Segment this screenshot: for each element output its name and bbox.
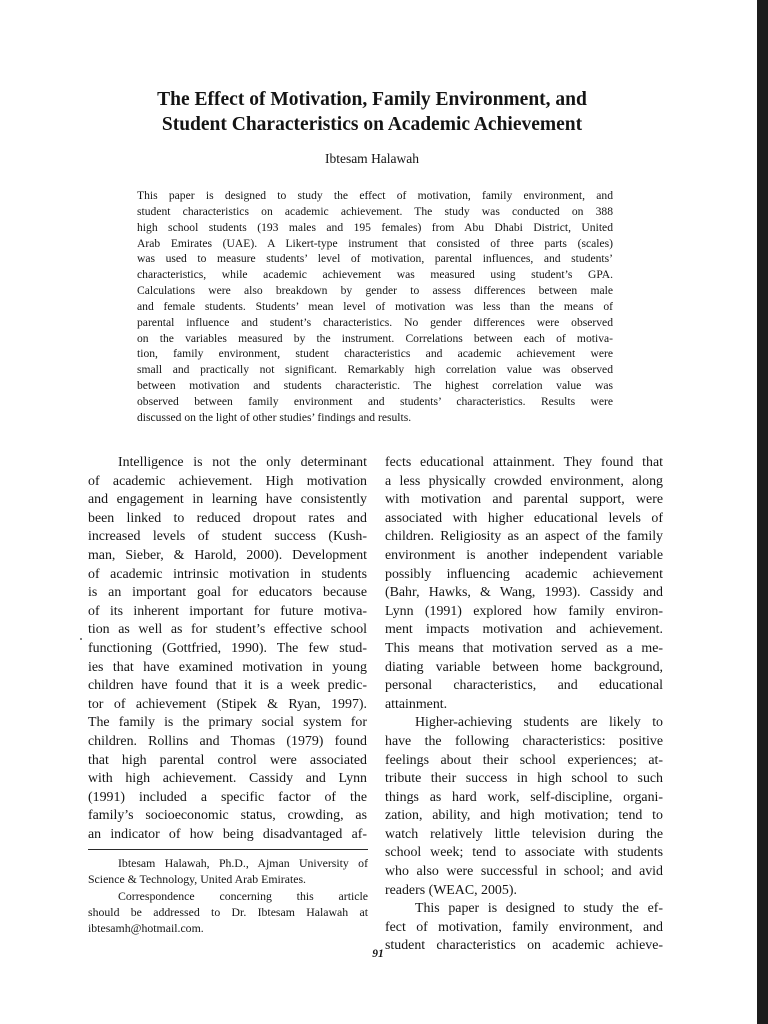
abstract-line: student characteristics on academic achievement. The study was conducted on 388 [137,204,613,218]
body-line: fect of motivation, family environment, and [385,919,663,935]
body-line: of its inherent important for future motiva- [88,603,367,619]
body-line: have the following characteristics: positive [385,733,663,749]
title-line: Student Characteristics on Academic Achievement [161,114,583,135]
abstract-line: Arab Emirates (UAE). A Likert-type instrument that consisted of three parts (scales) [137,236,613,250]
body-line: Lynn (1991) explored how family environ- [385,603,663,619]
body-line: and engagement in learning have consistently [88,492,367,508]
body-line: functioning (Gottfried, 1990). The few stud- [88,640,367,656]
body-line: family’s socioeconomic status, crowding, as [88,808,367,824]
abstract-line: tion, family environment, student characteristics and academic achievement were [137,347,613,361]
footnote-line: ibtesamh@hotmail.com. [88,921,204,936]
author-footnote [88,855,368,936]
body-line: tion as well as for student’s effective school [88,622,367,638]
page-number: 91 [372,948,384,960]
body-line: (1991) included a specific factor of the [88,789,367,805]
abstract [137,188,613,426]
body-line: things as hard work, self-discipline, organi- [385,789,663,805]
body-line: attainment. [385,696,448,712]
body-line: that high parental control were associated [88,752,367,768]
body-line: with motivation and parental support, were [385,492,663,508]
abstract-line: and female students. Students’ mean level of motivation was less than the means of [137,299,613,313]
body-line: This means that motivation served as a me- [385,640,663,656]
body-line: personal characteristics, and educational [385,678,663,694]
body-line: readers (WEAC, 2005). [385,882,517,898]
body-line: is an important goal for educators because [88,585,367,601]
scan-dark-edge [757,0,768,1024]
body-line: student characteristics on academic achieve- [385,938,663,954]
body-line: This paper is designed to study the ef- [415,901,663,917]
abstract-line: Calculations were also breakdown by gender to assess differences between male [137,284,613,298]
body-line: who also were successful in school; and avid [385,864,663,880]
body-line: school week; tend to associate with students [385,845,663,861]
body-line: Higher-achieving students are likely to [415,715,663,731]
abstract-line: between motivation and students characteristic. The highest correlation value was [137,379,613,393]
body-line: feelings about their school experiences; at- [385,752,663,768]
body-line: an indicator of how being disadvantaged af- [88,826,367,842]
body-line: fects educational attainment. They found that [385,455,663,470]
body-line: been linked to reduced dropout rates and [88,510,367,526]
footnote-rule [88,849,368,850]
title-line: The Effect of Motivation, Family Environment, and [157,89,587,110]
body-line: of academic achievement. High motivation [88,473,367,489]
abstract-line: This paper is designed to study the effect of motivation, family environment, and [137,189,613,202]
body-line: children. Religiosity as an aspect of the family [385,529,663,545]
body-line: children have found that it is a week predic- [88,678,367,694]
abstract-line: observed between family environment and students’ characteristics. Results were [137,394,613,408]
body-line: The family is the primary social system for [88,715,367,731]
footnote-line: should be addressed to Dr. Ibtesam Halawah at [88,904,368,919]
abstract-line: was used to measure students’ level of motivation, parental influences, and students’ [137,252,613,266]
abstract-line: discussed on the light of other studies’ findings and results. [137,410,412,424]
body-line: Intelligence is not the only determinant [118,455,367,470]
abstract-line: small and practically not significant. Remarkably high correlation value was observed [137,363,613,377]
body-line: tribute their success in high school to such [385,771,663,787]
body-line: tor of achievement (Stipek & Ryan, 1997). [88,696,367,712]
abstract-line: on the variables measured by the instrument. Correlations between each of motiva- [137,331,613,345]
paper-title [40,87,704,137]
body-line: with high achievement. Cassidy and Lynn [88,771,367,787]
body-line: man, Sieber, & Harold, 2000). Development [88,547,367,563]
footnote-line: Science & Technology, United Arab Emirates. [88,872,307,887]
scan-speck [80,638,82,640]
body-line: (Bahr, Hawks, & Wang, 1993). Cassidy and [385,585,663,601]
body-line: ies that have examined motivation in young [88,659,367,675]
body-column-left [88,454,367,844]
body-line: children. Rollins and Thomas (1979) found [88,733,367,749]
body-column-right [385,454,663,956]
body-line: associated with higher educational levels of [385,510,663,526]
body-line: watch relatively little television during the [385,826,663,842]
body-line: environment is another independent variable [385,547,663,563]
body-line: ment impacts motivation and achievement. [385,622,663,638]
abstract-line: parental influence and student’s characteristics. No gender differences were observed [137,315,613,329]
body-line: a less physically crowded environment, along [385,473,663,489]
body-line: of academic intrinsic motivation in students [88,566,367,582]
body-line: diating variable between home background, [385,659,663,675]
body-line: zation, ability, and high motivation; tend to [385,808,663,824]
body-line: possibly influencing academic achievement [385,566,663,582]
body-line: increased levels of student success (Kush- [88,529,367,545]
footnote-line: Ibtesam Halawah, Ph.D., Ajman University of [118,856,368,870]
abstract-line: characteristics, while academic achievement was measured using student’s GPA. [137,268,613,282]
abstract-line: high school students (193 males and 195 females) from Abu Dhabi District, United [137,220,613,234]
author-name: Ibtesam Halawah [324,151,420,166]
footnote-line: Correspondence concerning this article [118,888,368,903]
